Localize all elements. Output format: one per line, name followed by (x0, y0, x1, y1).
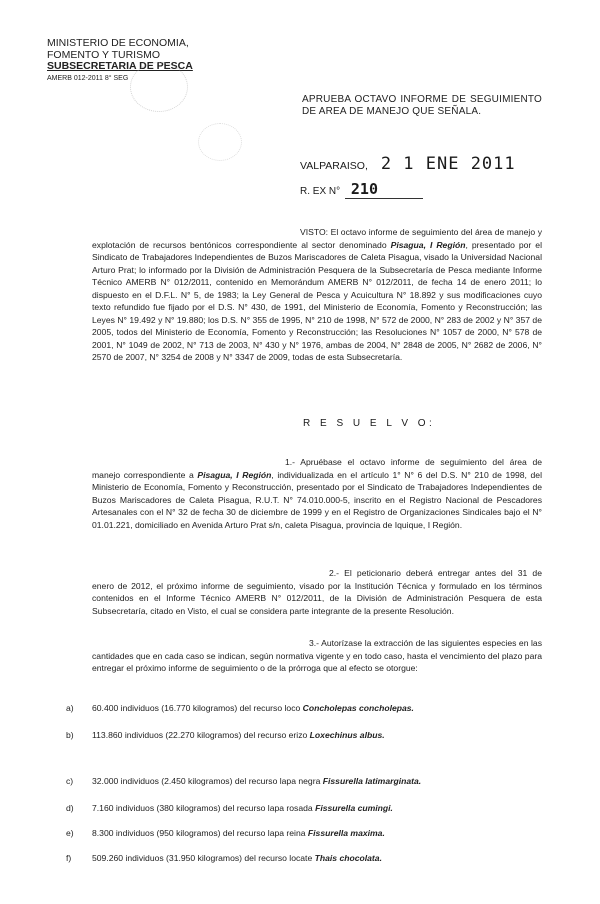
item-species: Thais chocolata. (314, 853, 382, 863)
species-item (66, 803, 393, 813)
item-text: 60.400 individuos (16.770 kilogramos) del recurso loco (92, 703, 303, 713)
resuelvo-heading: R E S U E L V O: (303, 418, 436, 429)
place-date (300, 154, 516, 174)
rex-label: R. EX N° (300, 186, 341, 197)
city: VALPARAISO, (300, 160, 368, 172)
resolution-point-1 (92, 456, 542, 531)
p1-text-a: del área de manejo correspondiente a (92, 457, 542, 480)
rex-number: 210 (345, 180, 423, 199)
p1-sector: Pisagua, I Región (197, 469, 272, 480)
species-item (66, 776, 422, 786)
header-reference: AMERB 012-2011 8° SEG (47, 74, 129, 82)
item-label: c) (66, 776, 74, 786)
resolution-number (300, 180, 423, 199)
item-label: f) (66, 853, 72, 863)
item-species: Fissurella cumingi. (315, 803, 393, 813)
visto-text-b: , presentado por el Sindicato de Trabajadores Independientes de Buzos Mariscadores de Caleta Pisagua, visado la Universidad Nacional Arturo Prat; lo informado por la División de Administración Pesquera de la Subsecretaría de Pesca mediante Informe Técnico AMERB N° 012/2011, contenido en Memorándum AMERB N° 012/2011, de fecha 14 de enero 2011; lo dispuesto en el D.F.L. N° 5, de 1983; la Ley General de Pesca y Acuicultura N° 18.892 y sus modificaciones cuyo texto refundido fue fijado por el D.S. N° 430, de 1991, del Ministerio de Economía, Fomento y Reconstrucción; las Leyes N° 19.492 y N° 19.880; los D.S. N° 355 de 1995, N° 210 de 1998, N° 572 de 2000, N° 283 de 2002 y N° 357 de 2005, todos del Ministerio de Economía, Fomento y Reconstrucción; las Resoluciones N° 1057 de 2000, N° 578 de 2001, N° 1049 de 2002, N° 713 de 2003, N° 430 y N° 1976, ambas de 2004, N° 2848 de 2005, N° 2682 de 2006, N° 2570 de 2007, N° 3254 de 2008 y N° 3347 de 2009, todas de esta Subsecretaría. (92, 239, 542, 362)
species-item (66, 853, 382, 863)
p2-rest: enero de 2012, el próximo informe de seguimiento, visado por la Institución Técnica y formulado en los términos contenidos en el Informe Técnico AMERB N° 012/2011, de la División de Administración Pesquera de esta Subsecretaría, citado en Visto, el cual se considera parte integrante de la presente Resolución. (92, 580, 542, 616)
item-species: Fissurella latimarginata. (322, 776, 422, 786)
p3-first: 3.- Autorízase la extracción de las siguientes (309, 638, 480, 648)
stamp-mark-2 (198, 123, 242, 161)
visto-first: VISTO: El octavo informe de seguimiento del área (300, 227, 493, 237)
resolution-point-3 (92, 637, 542, 675)
resolution-subject: APRUEBA OCTAVO INFORME DE SEGUIMIENTO DE AREA DE MANEJO QUE SEÑALA. (302, 94, 542, 117)
p1-first: 1.- Apruébase el octavo informe de seguimiento (285, 457, 487, 467)
item-text: 113.860 individuos (22.270 kilogramos) del recurso erizo (92, 730, 310, 740)
p1-text-b: , individualizada en el artículo 1° N° 6 del D.S. N° 210 de 1998, del Ministerio de Economía, Fomento y Reconstrucción, presentado por el Sindicato de Trabajadores Independientes de Buzos Mariscadores de Caleta Pisagua, R.U.T. N° 74.010.000-5, inscrito en el Registro Nacional de Pescadores Artesanales con el N° 32 de fecha 30 de diciembre de 1999 y en el Registro de Organizaciones Sindicales bajo el N° 01.01.221, domiciliado en Avenida Arturo Prat s/n, caleta Pisagua, provincia de Iquique, I Región. (92, 469, 542, 530)
p3-rest: especies en las cantidades que en cada caso se indican, según normativa vigente y en todo caso, hasta el vencimiento del plazo para entregar el próximo informe de seguimiento o de la prórroga que al efecto se otorgue: (92, 638, 543, 673)
resolution-point-2 (92, 567, 542, 617)
item-text: 32.000 individuos (2.450 kilogramos) del recurso lapa negra (92, 776, 323, 786)
item-label: b) (66, 730, 74, 740)
item-label: e) (66, 828, 74, 838)
date-stamp: 2 1 ENE 2011 (380, 154, 516, 174)
species-item (66, 730, 385, 740)
visto-text-a: de manejo y explotación de recursos bentónicos correspondiente al sector denominado (92, 227, 542, 250)
item-species: Fissurella maxima. (307, 828, 385, 838)
header-line-1: MINISTERIO DE ECONOMIA, (47, 37, 189, 49)
species-item (66, 828, 385, 838)
item-label: a) (66, 703, 74, 713)
header-line-3: SUBSECRETARIA DE PESCA (47, 60, 193, 72)
visto-paragraph (92, 226, 542, 364)
item-species: Concholepas concholepas. (302, 703, 414, 713)
item-species: Loxechinus albus. (309, 730, 385, 740)
item-text: 7.160 individuos (380 kilogramos) del recurso lapa rosada (92, 803, 316, 813)
item-text: 509.260 individuos (31.950 kilogramos) del recurso locate (92, 853, 315, 863)
header-line-2: FOMENTO Y TURISMO (47, 48, 160, 61)
item-label: d) (66, 803, 74, 813)
item-text: 8.300 individuos (950 kilogramos) del recurso lapa reina (92, 828, 308, 838)
visto-sector: Pisagua, I Región (390, 239, 466, 250)
p2-first: 2.- El peticionario deberá entregar antes del 31 de (329, 568, 542, 578)
species-item (66, 703, 414, 713)
stamp-mark (130, 62, 188, 112)
